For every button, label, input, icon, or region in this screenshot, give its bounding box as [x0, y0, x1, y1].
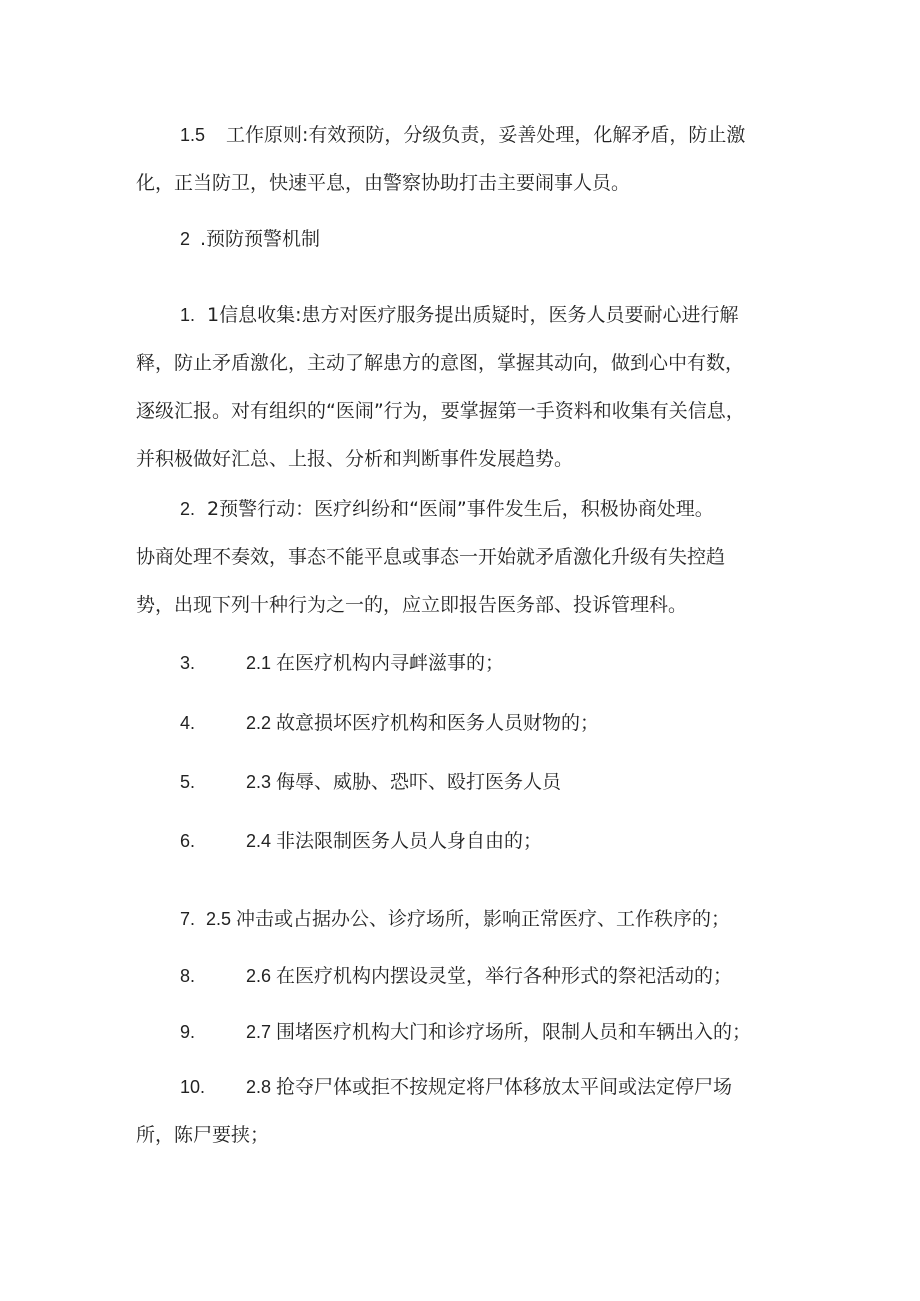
- paragraph-2-1-line-4: [0, 441, 920, 477]
- paragraph-2-2-text-3: 势，出现下列十种行为之一的，应立即报告医务部、投诉管理科。: [136, 594, 688, 616]
- section-2-title: .预防预警机制: [200, 228, 321, 250]
- paragraph-1-5-text: 工作原则:有效预防，分级负责，妥善处理，化解矛盾，防止激: [226, 124, 746, 146]
- paragraph-2-1-text-2: 释，防止矛盾激化，主动了解患方的意图，掌握其动向，做到心中有数，: [136, 352, 745, 374]
- paragraph-2-2-line-2: [0, 539, 920, 575]
- paragraph-2-2-text: 2预警行动：医疗纠纷和“医闹”事件发生后，积极协商处理。: [207, 498, 714, 520]
- list-item-number: 5.: [180, 772, 196, 792]
- paragraph-2-1-text: 1信息收集:患方对医疗服务提出质疑时，医务人员要耐心进行解: [207, 304, 739, 326]
- list-item: [0, 901, 920, 937]
- paragraph-2-1-text-4: 并积极做好汇总、上报、分析和判断事件发展趋势。: [136, 448, 574, 470]
- list-item-text: 在医疗机构内摆设灵堂，举行各种形式的祭祀活动的；: [276, 965, 733, 987]
- list-item-code: 2.5: [206, 909, 232, 929]
- list-item-text: 非法限制医务人员人身自由的；: [276, 830, 543, 852]
- list-item: [0, 645, 920, 681]
- list-item-text: 冲击或占据办公、诊疗场所，影响正常医疗、工作秩序的；: [236, 908, 731, 930]
- paragraph-2-1-line-3: [0, 393, 920, 429]
- list-item-code: 2.1: [246, 653, 272, 673]
- list-item: [0, 764, 920, 800]
- list-item-text-continued: 所，陈尸要挟；: [136, 1124, 270, 1146]
- list-item-number: 9.: [180, 1022, 196, 1042]
- list-item-text: 侮辱、威胁、恐吓、殴打医务人员: [276, 771, 562, 793]
- list-item-code: 2.3: [246, 772, 272, 792]
- paragraph-2-2-number: 2.: [180, 499, 196, 519]
- list-item-code: 2.8: [246, 1077, 272, 1097]
- paragraph-1-5-line-2: [0, 165, 920, 201]
- list-item-code: 2.2: [246, 713, 272, 733]
- paragraph-1-5-number: 1.5: [180, 125, 206, 145]
- list-item-code: 2.6: [246, 966, 272, 986]
- paragraph-1-5-text-continued: 化，正当防卫，快速平息，由警察协助打击主要闹事人员。: [136, 172, 631, 194]
- list-item: [0, 705, 920, 741]
- list-item-text: 故意损坏医疗机构和医务人员财物的；: [276, 712, 600, 734]
- paragraph-2-1-number: 1.: [180, 305, 196, 325]
- list-item-continuation: [0, 1117, 920, 1153]
- list-item-text: 在医疗机构内寻衅滋事的；: [276, 652, 505, 674]
- list-item-number: 6.: [180, 831, 196, 851]
- paragraph-1-5-line-1: [0, 117, 920, 153]
- list-item: [0, 1069, 920, 1105]
- list-item-number: 8.: [180, 966, 196, 986]
- section-2-number: 2: [180, 229, 191, 249]
- list-item-code: 2.4: [246, 831, 272, 851]
- paragraph-2-2-text-2: 协商处理不奏效，事态不能平息或事态一开始就矛盾激化升级有失控趋: [136, 546, 726, 568]
- list-item: [0, 823, 920, 859]
- paragraph-2-1-text-3: 逐级汇报。对有组织的“医闹”行为，要掌握第一手资料和收集有关信息，: [136, 400, 745, 422]
- paragraph-2-2-line-3: [0, 587, 920, 623]
- section-2-heading: [0, 221, 920, 257]
- list-item: [0, 1014, 920, 1050]
- list-item-number: 3.: [180, 653, 196, 673]
- paragraph-2-1-line-1: [0, 297, 920, 333]
- list-item-text: 抢夺尸体或拒不按规定将尸体移放太平间或法定停尸场: [276, 1076, 733, 1098]
- list-item-code: 2.7: [246, 1022, 272, 1042]
- paragraph-2-2-line-1: [0, 491, 920, 527]
- list-item-number: 4.: [180, 713, 196, 733]
- list-item-number: 7.: [180, 909, 196, 929]
- list-item-text: 围堵医疗机构大门和诊疗场所，限制人员和车辆出入的；: [276, 1021, 752, 1043]
- paragraph-2-1-line-2: [0, 345, 920, 381]
- list-item-number: 10.: [180, 1077, 206, 1097]
- list-item: [0, 958, 920, 994]
